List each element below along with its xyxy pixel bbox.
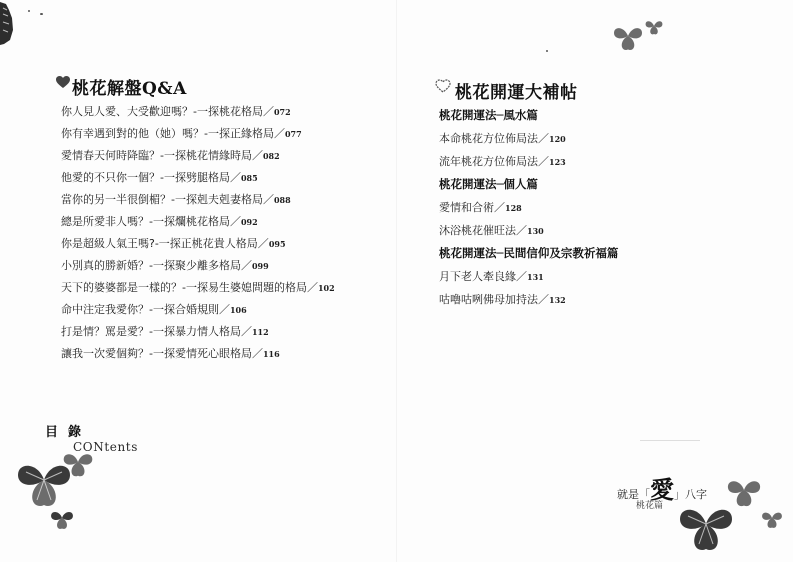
toc-entry-title: 小別真的勝新婚？-一探聚少離多格局／ bbox=[61, 259, 252, 272]
brand-main: 愛 bbox=[650, 475, 674, 504]
toc-entry-title: 你人見人愛、大受歡迎嗎？-一探桃花格局／ bbox=[61, 105, 274, 118]
toc-entry bbox=[61, 211, 335, 233]
toc-entry bbox=[61, 167, 335, 189]
toc-entry-page: 082 bbox=[262, 151, 280, 161]
toc-entry-title: 本命桃花方位佈局法／ bbox=[439, 132, 549, 145]
scan-speck bbox=[40, 13, 43, 15]
toc-entry-page: 088 bbox=[273, 195, 291, 205]
toc-entry bbox=[61, 299, 335, 321]
toc-entry bbox=[61, 101, 335, 123]
toc-entry bbox=[61, 189, 335, 211]
toc-entry-title: 沐浴桃花催旺法／ bbox=[439, 224, 527, 237]
toc-entry bbox=[61, 145, 335, 167]
toc-entry-page: 099 bbox=[251, 261, 269, 271]
toc-entry-title: 流年桃花方位佈局法／ bbox=[439, 155, 549, 168]
brand-prefix: 就是 bbox=[617, 488, 639, 501]
scan-speck bbox=[28, 10, 30, 12]
toc-subheading: 桃花開運法─風水篇 bbox=[439, 108, 538, 122]
brand-suffix: 八字 bbox=[685, 488, 707, 501]
toc-entry-page: 095 bbox=[268, 239, 286, 249]
heart-icon bbox=[56, 76, 70, 90]
toc-entry-page: 132 bbox=[549, 295, 566, 305]
toc-entry bbox=[61, 321, 335, 343]
section-title-qa: 桃花解盤Q&A bbox=[72, 79, 187, 99]
toc-entry-title: 你是超級人氣王嗎?-一探正桃花貴人格局／ bbox=[61, 237, 269, 250]
toc-entry-page: 077 bbox=[284, 129, 302, 139]
toc-entry-title: 月下老人牽良緣／ bbox=[439, 270, 527, 283]
scan-speck bbox=[546, 50, 548, 52]
brand-open-quote: 「 bbox=[639, 488, 650, 501]
toc-entry-page: 120 bbox=[549, 134, 566, 144]
toc-heading: 目錄 bbox=[45, 425, 92, 440]
toc-entry-page: 092 bbox=[240, 217, 258, 227]
toc-entry bbox=[439, 288, 618, 311]
toc-list-qa bbox=[61, 101, 335, 365]
scan-line bbox=[640, 440, 700, 441]
section-title-fortune: 桃花開運大補帖 bbox=[455, 83, 578, 103]
toc-entry-page: 128 bbox=[505, 203, 522, 213]
toc-entry-title: 打是情？罵是愛？-一探暴力情人格局／ bbox=[61, 325, 252, 338]
toc-entry-page: 106 bbox=[229, 305, 247, 315]
clover-icon bbox=[610, 14, 670, 60]
toc-entry-title: 愛情春天何時降臨？-一探桃花情緣時局／ bbox=[61, 149, 263, 162]
toc-entry bbox=[439, 219, 618, 242]
toc-entry-page: 102 bbox=[317, 283, 335, 293]
toc-entry-title: 天下的婆婆都是一樣的？-一探易生婆媳問題的格局／ bbox=[61, 281, 318, 294]
toc-subheading: 桃花開運法─民間信仰及宗教祈福篇 bbox=[439, 246, 619, 260]
brand-close-quote: 」 bbox=[674, 488, 685, 501]
page-spine bbox=[396, 0, 397, 562]
clover-icon bbox=[6, 440, 126, 540]
toc-entry-title: 讓我一次愛個夠？-一探愛情死心眼格局／ bbox=[61, 347, 263, 360]
toc-entry-title: 你有幸遇到對的他（她）嗎？-一探正緣格局／ bbox=[61, 127, 285, 140]
toc-entry-title: 總是所愛非人嗎？-一探爛桃花格局／ bbox=[61, 215, 241, 228]
toc-entry-page: 072 bbox=[273, 107, 291, 117]
toc-entry bbox=[61, 277, 335, 299]
toc-entry-page: 116 bbox=[262, 349, 280, 359]
toc-entry-title: 當你的另一半很倒楣？-一探剋夫剋妻格局／ bbox=[61, 193, 274, 206]
toc-entry bbox=[439, 127, 618, 150]
toc-entry-page: 123 bbox=[549, 157, 566, 167]
brand-subtitle: 桃花篇 bbox=[636, 501, 664, 511]
toc-entry-title: 咕嚕咕咧佛母加持法／ bbox=[439, 293, 549, 306]
toc-subheading: 桃花開運法─個人篇 bbox=[439, 177, 538, 191]
toc-entry-title: 愛情和合術／ bbox=[439, 201, 505, 214]
toc-entry-title: 命中注定我愛你？-一探合婚規則／ bbox=[61, 303, 230, 316]
toc-entry bbox=[61, 233, 335, 255]
toc-entry-page: 112 bbox=[251, 327, 269, 337]
toc-entry-title: 他愛的不只你一個？-一探劈腿格局／ bbox=[61, 171, 241, 184]
toc-entry bbox=[61, 123, 335, 145]
toc-entry-page: 130 bbox=[527, 226, 544, 236]
toc-entry bbox=[61, 343, 335, 365]
scan-edge-mark bbox=[0, 0, 14, 46]
toc-entry bbox=[61, 255, 335, 277]
toc-list-fortune bbox=[439, 104, 618, 311]
toc-entry bbox=[439, 265, 618, 288]
toc-entry-page: 131 bbox=[527, 272, 544, 282]
toc-entry bbox=[439, 150, 618, 173]
contents-label: CONtents bbox=[73, 440, 138, 454]
toc-entry bbox=[439, 196, 618, 219]
toc-entry-page: 085 bbox=[240, 173, 258, 183]
heart-icon bbox=[435, 80, 451, 94]
